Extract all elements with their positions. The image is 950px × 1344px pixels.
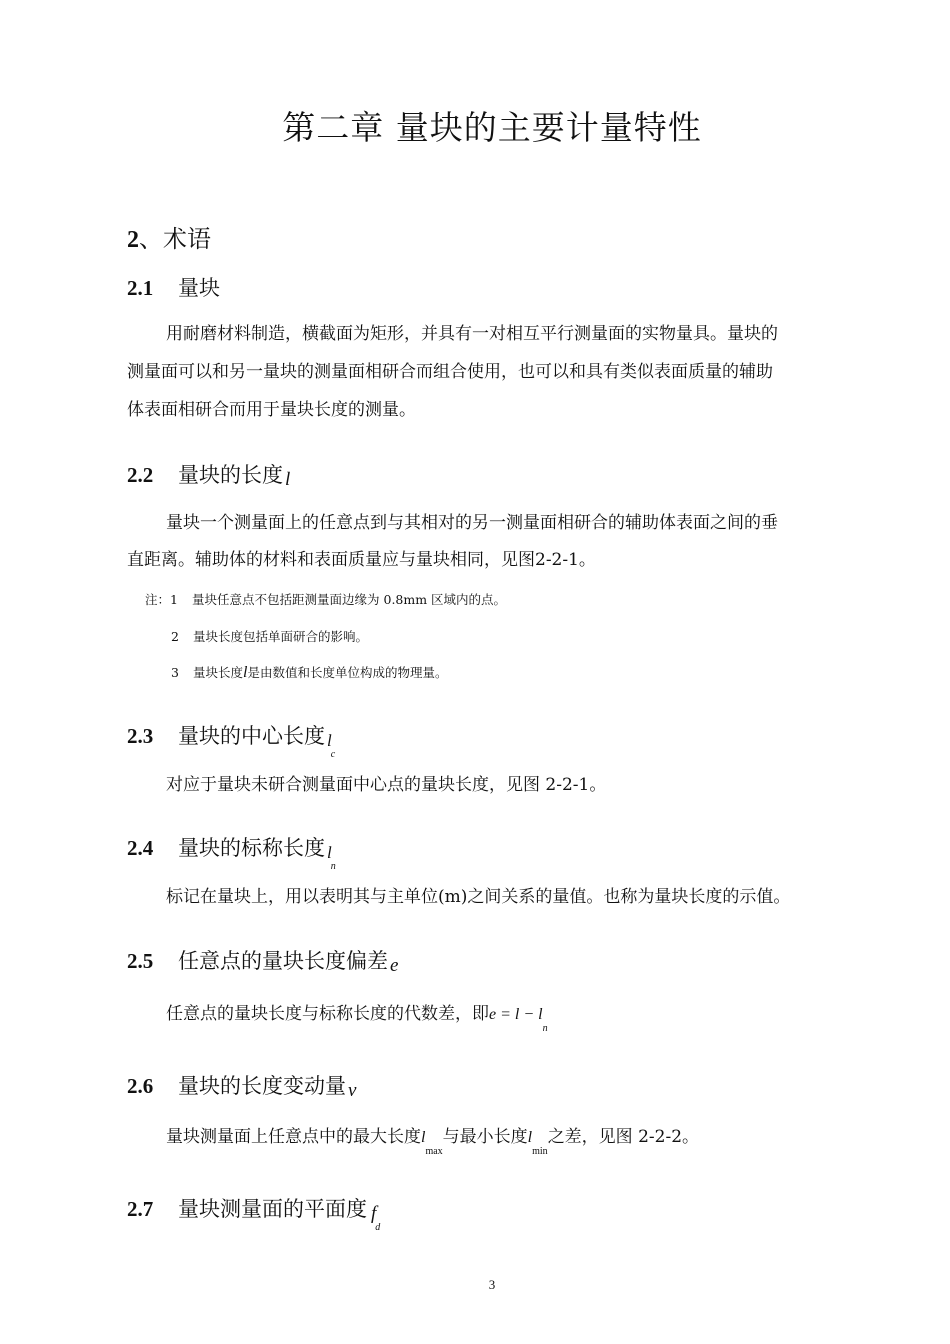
- section-number: 2.7: [127, 1197, 154, 1221]
- section-title: 量块的标称长度: [178, 836, 325, 860]
- paragraph-line: 对应于量块未研合测量面中心点的量块长度，见图 2-2-1。: [166, 775, 607, 795]
- paragraph-text: 任意点的量块长度与标称长度的代数差，即: [166, 1004, 489, 1024]
- section-number: 2.1: [127, 276, 154, 300]
- flatness-symbol: f: [371, 1203, 377, 1224]
- length-symbol: l: [285, 469, 291, 490]
- section-2-4-heading: [127, 832, 336, 872]
- section-2-3-heading: [127, 720, 336, 760]
- formula-subscript: n: [542, 1023, 548, 1034]
- paragraph-text: 之差，见图 2-2-2。: [547, 1127, 700, 1147]
- paragraph-line: 测量面可以和另一量块的测量面相研合而组合使用，也可以和具有类似表面质量的辅助: [127, 362, 773, 382]
- section-title: 量块的长度变动量: [178, 1074, 346, 1098]
- paragraph-line: [166, 999, 548, 1034]
- symbol-subscript: n: [330, 861, 336, 872]
- paragraph-line: 标记在量块上，用以表明其与主单位(m)之间关系的量值。也称为量块长度的示值。: [166, 887, 791, 907]
- terms-heading-number: 2: [127, 227, 139, 253]
- length-symbol: l: [421, 1129, 426, 1146]
- symbol-subscript: d: [375, 1222, 381, 1233]
- length-symbol: l: [327, 731, 332, 750]
- paragraph-line: 用耐磨材料制造，横截面为矩形，并具有一对相互平行测量面的实物量具。量块的: [166, 324, 778, 344]
- length-symbol: l: [243, 664, 248, 681]
- paragraph-line: [166, 1122, 700, 1157]
- note-number: 3: [171, 665, 179, 680]
- page-number: 3: [488, 1277, 496, 1292]
- section-number: 2.3: [127, 724, 154, 748]
- section-2-7-heading: [127, 1193, 381, 1233]
- length-symbol: l: [327, 843, 332, 862]
- section-title: 量块的中心长度: [178, 724, 325, 748]
- paragraph-line: 体表面相研合而用于量块长度的测量。: [127, 400, 416, 420]
- note-text: 是由数值和长度单位构成的物理量。: [247, 665, 448, 680]
- section-2-5-heading: [127, 945, 398, 975]
- section-number: 2.2: [127, 463, 154, 487]
- note-number: 2: [171, 629, 179, 644]
- note-text: 量块长度: [193, 665, 244, 680]
- paragraph-line: 量块一个测量面上的任意点到与其相对的另一测量面相研合的辅助体表面之间的垂: [166, 513, 778, 533]
- section-title: 任意点的量块长度偏差: [178, 949, 388, 973]
- variation-symbol: v: [348, 1080, 357, 1101]
- note-3: [171, 663, 447, 682]
- section-number: 2.4: [127, 836, 154, 860]
- section-number: 2.6: [127, 1074, 154, 1098]
- symbol-subscript: max: [425, 1146, 443, 1157]
- deviation-formula: e = l − l: [489, 1006, 543, 1023]
- section-number: 2.5: [127, 949, 154, 973]
- terms-heading: [127, 219, 211, 254]
- section-2-6-heading: [127, 1070, 356, 1100]
- note-number: 1: [170, 592, 178, 607]
- symbol-subscript: min: [532, 1146, 548, 1157]
- section-title: 量块: [178, 276, 220, 300]
- symbol-subscript: c: [330, 749, 336, 760]
- section-title: 量块测量面的平面度: [178, 1197, 367, 1221]
- note-1: [145, 590, 506, 608]
- length-symbol: l: [527, 1129, 533, 1146]
- chapter-title: 第二章 量块的主要计量特性: [282, 108, 702, 147]
- deviation-symbol: e: [390, 955, 399, 976]
- section-2-1-heading: [127, 272, 220, 302]
- note-2: [171, 627, 368, 645]
- note-prefix: 注：: [145, 592, 171, 607]
- paragraph-text: 与最小长度: [442, 1127, 528, 1147]
- section-2-2-heading: [127, 459, 290, 489]
- note-text: 量块任意点不包括距测量面边缘为 0.8mm 区域内的点。: [192, 592, 507, 607]
- terms-heading-label: 、术语: [139, 225, 211, 253]
- section-title: 量块的长度: [178, 463, 283, 487]
- paragraph-line: 直距离。辅助体的材料和表面质量应与量块相同，见图2-2-1。: [127, 550, 596, 570]
- note-text: 量块长度包括单面研合的影响。: [193, 629, 369, 644]
- paragraph-text: 量块测量面上任意点中的最大长度: [166, 1127, 421, 1147]
